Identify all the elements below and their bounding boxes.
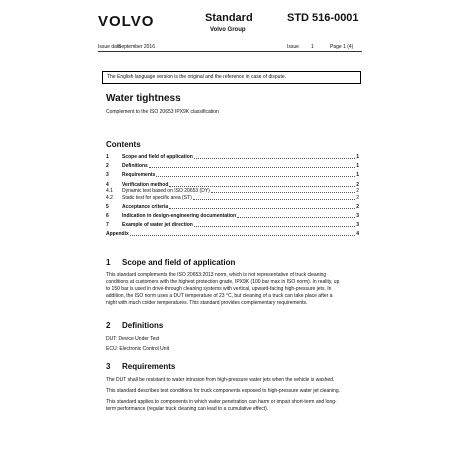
toc-item-title: Definitions <box>122 163 148 169</box>
document-title: Water tightness <box>106 93 181 104</box>
section-heading <box>106 321 163 330</box>
toc-leader-dots <box>193 199 355 200</box>
toc-leader-dots <box>194 158 355 159</box>
section-number: 2 <box>106 321 111 330</box>
toc-item[interactable] <box>106 172 359 179</box>
toc-item[interactable] <box>106 154 359 161</box>
paragraph-line: DUT: Device Under Test <box>106 336 160 342</box>
section-paragraph <box>106 272 362 307</box>
toc-item[interactable] <box>106 213 359 220</box>
toc-item-number: 7 <box>106 222 109 228</box>
section-title: Scope and field of application <box>122 258 236 267</box>
toc-leader-dots <box>169 208 355 209</box>
toc-leader-dots <box>156 176 355 177</box>
page-number: Page 1 (4) <box>330 44 354 50</box>
toc-item-title: Appendix <box>106 231 129 237</box>
toc-item-page: 2 <box>356 182 359 188</box>
toc-item-title: Dynamic test based on ISO 20653 (DY) <box>122 188 210 194</box>
paragraph-line: This standard applies to components in which water penetration can harm or impair short-term and long- <box>106 399 337 405</box>
toc-item-title: Example of water jet direction <box>122 222 193 228</box>
toc-leader-dots <box>194 226 355 227</box>
section-number: 3 <box>106 362 111 371</box>
toc-item[interactable] <box>106 231 359 238</box>
toc-leader-dots <box>130 235 355 236</box>
toc-item-page: 2 <box>356 195 359 201</box>
paragraph-line: This standard describes test conditions for truck components exposed to high-pressure water jet cleaning. <box>106 388 341 394</box>
toc-leader-dots <box>211 192 355 193</box>
toc-item[interactable] <box>106 195 359 202</box>
issue-label: Issue <box>287 44 299 50</box>
paragraph-line: ECU: Electronic Control Unit <box>106 346 170 352</box>
section-paragraph <box>106 399 362 413</box>
toc-item-number: 4.1 <box>106 188 113 194</box>
toc-item[interactable] <box>106 163 359 170</box>
paragraph-line: This standard complements the ISO 20653:2013 norm, which is not representative of truck cleaning <box>106 272 327 278</box>
toc-item-title: Indication in design-engineering documentation <box>122 213 237 219</box>
header-divider <box>98 51 362 52</box>
toc-leader-dots <box>169 186 355 187</box>
section-paragraph <box>106 388 362 395</box>
toc-item-page: 2 <box>356 204 359 210</box>
section-heading <box>106 258 235 267</box>
toc-item-number: 5 <box>106 204 109 210</box>
section-number: 1 <box>106 258 111 267</box>
toc-item-number: 6 <box>106 213 109 219</box>
contents-heading: Contents <box>106 140 141 149</box>
toc-item-page: 3 <box>356 213 359 219</box>
toc-item-page: 1 <box>356 154 359 160</box>
toc-item[interactable] <box>106 204 359 211</box>
toc-item-title: Verification method <box>122 182 169 188</box>
section-title: Requirements <box>122 362 176 371</box>
paragraph-line: term performance (regular truck cleaning can lead to a cumulative effect). <box>106 406 269 412</box>
paragraph-line: The DUT shall be resistant to water intrusion from high-pressure water jets when the vehicle is washed. <box>106 377 335 383</box>
toc-leader-dots <box>149 167 355 168</box>
toc-item-number: 3 <box>106 172 109 178</box>
toc-item-number: 1 <box>106 154 109 160</box>
toc-leader-dots <box>237 217 355 218</box>
toc-item[interactable] <box>106 222 359 229</box>
toc-item-page: 3 <box>356 222 359 228</box>
paragraph-line: to 150 bar is used in drive-through cleaning systems with vertical, upward-facing high-pressure jets. In <box>106 286 332 292</box>
toc-item-title: Static test for specific area (ST) <box>122 195 192 201</box>
volvo-logo: VOLVO <box>98 13 155 30</box>
notice-text: The English language version is the original and the reference in case of dispute. <box>107 74 287 80</box>
toc-item-title: Scope and field of application <box>122 154 193 160</box>
toc-item-page: 1 <box>356 172 359 178</box>
toc-item-page: 4 <box>356 231 359 237</box>
toc-item-number: 4 <box>106 182 109 188</box>
issue-number: 1 <box>311 44 314 50</box>
toc-item-page: 2 <box>356 188 359 194</box>
section-paragraph <box>106 377 362 384</box>
document-subtitle: Complement to the ISO 20653 IPX9K classification <box>106 109 219 115</box>
toc-item-number: 2 <box>106 163 109 169</box>
section-paragraph <box>106 336 362 343</box>
toc-item[interactable] <box>106 188 359 195</box>
issue-date: September 2016 <box>118 44 155 50</box>
standard-number: STD 516-0001 <box>287 12 359 24</box>
toc-item-page: 1 <box>356 163 359 169</box>
section-heading <box>106 362 175 371</box>
section-title: Definitions <box>122 321 164 330</box>
group-label: Volvo Group <box>210 27 246 33</box>
toc-item-title: Requirements <box>122 172 156 178</box>
toc-item-number: 4.2 <box>106 195 113 201</box>
standard-label: Standard <box>205 12 253 24</box>
toc-item-title: Acceptance criteria <box>122 204 169 210</box>
paragraph-line: conditions at customers with the highest protection grade, IPX9K (100 bar max in ISO norm). In reality, up <box>106 279 340 285</box>
paragraph-line: addition, the ISO norm uses a DUT temperature of 23 °C, but cleaning of a truck can take place after a <box>106 293 333 299</box>
paragraph-line: night with much colder temperatures. This standard provides complementary requirements. <box>106 300 308 306</box>
issue-date-label: Issue date <box>98 44 122 50</box>
section-paragraph <box>106 346 362 353</box>
